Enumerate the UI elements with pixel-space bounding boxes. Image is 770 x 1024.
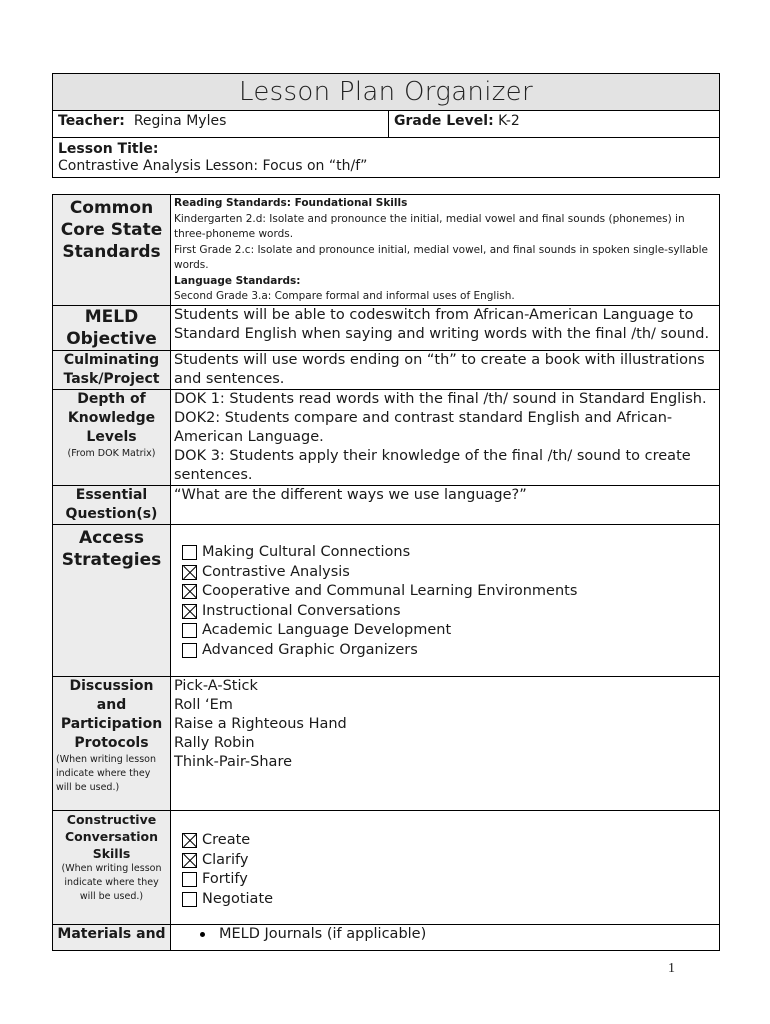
access-option-label: Making Cultural Connections (202, 544, 411, 560)
table-row (53, 195, 720, 306)
conversation-option-label: Create (202, 832, 251, 848)
materials-label: Materials and (53, 925, 171, 951)
meld-objective-label: MELD Objective (53, 306, 171, 351)
culminating-task-label: Culminating Task/Project (53, 351, 171, 390)
access-option (182, 582, 716, 602)
checkbox[interactable] (182, 604, 197, 619)
conversation-option-label: Clarify (202, 851, 249, 868)
list-item: Rally Robin (174, 735, 255, 751)
conversation-label: Constructive Conversation Skills (64, 812, 159, 861)
access-option-label: Instructional Conversations (202, 602, 401, 619)
dok-label-cell (53, 390, 171, 486)
table-row (53, 677, 720, 811)
table-row (53, 925, 720, 951)
discussion-note: (When writing lesson indicate where they will be used.) (56, 754, 156, 793)
table-row (53, 811, 720, 925)
access-option (182, 641, 716, 661)
meld-objective-text: Students will be able to codeswitch from African-American Language to Standard English when saying and writing words with the final /th/ sound. (171, 306, 720, 351)
list-item: Pick-A-Stick (174, 678, 258, 694)
page-number: 1 (668, 961, 675, 976)
dok-label: Depth of Knowledge Levels (67, 391, 156, 445)
conversation-note: (When writing lesson indicate where they will be used.) (61, 863, 162, 902)
access-option (182, 602, 716, 622)
bullet-icon (200, 932, 205, 937)
conversation-option (182, 890, 716, 910)
checkbox[interactable] (182, 833, 197, 848)
dok-note: (From DOK Matrix) (67, 448, 156, 459)
list-item: MELD Journals (if applicable) (219, 926, 427, 942)
conversation-content (171, 811, 720, 925)
dok-content (171, 390, 720, 486)
checkbox[interactable] (182, 853, 197, 868)
access-option (182, 563, 716, 583)
discussion-label-cell (53, 677, 171, 811)
checkbox[interactable] (182, 545, 197, 560)
teacher-value: Regina Myles (133, 113, 227, 129)
essential-question-text: “What are the different ways we use language?” (171, 486, 720, 525)
conversation-option (182, 870, 716, 890)
conversation-option (182, 851, 716, 871)
access-option (182, 543, 716, 563)
access-option-label: Cooperative and Communal Learning Environments (202, 583, 578, 599)
checkbox[interactable] (182, 643, 197, 658)
lesson-title-label: Lesson Title: (58, 141, 159, 157)
standards-label: Common Core State Standards (53, 195, 171, 306)
lesson-title-value: Contrastive Analysis Lesson: Focus on “th/f” (58, 158, 368, 174)
checkbox[interactable] (182, 565, 197, 580)
access-option-label: Academic Language Development (202, 622, 452, 638)
second-grade-standard: Second Grade 3.a: Compare formal and informal uses of English. (174, 290, 515, 302)
list-item: DOK2: Students compare and contrast standard English and African-American Language. (174, 410, 673, 445)
teacher-label: Teacher: (58, 113, 125, 129)
access-strategies-label: Access Strategies (53, 525, 171, 677)
discussion-content (171, 677, 720, 811)
kindergarten-standard: Kindergarten 2.d: Isolate and pronounce the initial, medial vowel and final sounds (phonemes) in three-phoneme words. (174, 212, 685, 240)
conversation-label-cell (53, 811, 171, 925)
table-row (53, 525, 720, 677)
teacher-cell (53, 111, 389, 138)
grade-label: Grade Level: (394, 113, 494, 129)
access-option-label: Contrastive Analysis (202, 563, 350, 580)
page-title: Lesson Plan Organizer (53, 74, 720, 111)
grade-value: K-2 (498, 113, 520, 129)
table-row (53, 486, 720, 525)
checkbox[interactable] (182, 872, 197, 887)
standards-content (171, 195, 720, 306)
header-table (52, 73, 720, 178)
table-row (53, 306, 720, 351)
materials-content (171, 925, 720, 951)
list-item: Roll ‘Em (174, 697, 233, 713)
discussion-label: Discussion and Participation Protocols (60, 678, 163, 751)
list-item: Raise a Righteous Hand (174, 716, 347, 732)
conversation-option (182, 831, 716, 851)
access-option-label: Advanced Graphic Organizers (202, 641, 418, 658)
lesson-plan-table (52, 194, 720, 951)
checkbox[interactable] (182, 623, 197, 638)
conversation-option-label: Fortify (202, 871, 248, 887)
list-item: DOK 3: Students apply their knowledge of the final /th/ sound to create sentences. (174, 448, 691, 483)
language-standards-heading: Language Standards: (174, 274, 301, 287)
culminating-task-text: Students will use words ending on “th” to create a book with illustrations and sentences. (171, 351, 720, 390)
access-strategies-content (171, 525, 720, 677)
checkbox[interactable] (182, 892, 197, 907)
conversation-option-label: Negotiate (202, 890, 274, 907)
table-row (53, 351, 720, 390)
grade-cell (389, 111, 720, 138)
reading-standards-heading: Reading Standards: Foundational Skills (174, 197, 408, 209)
checkbox[interactable] (182, 584, 197, 599)
access-option (182, 621, 716, 641)
list-item: DOK 1: Students read words with the final /th/ sound in Standard English. (174, 391, 707, 407)
table-row (53, 390, 720, 486)
first-grade-standard: First Grade 2.c: Isolate and pronounce initial, medial vowel, and final sounds in spoken single-syllable words. (174, 243, 708, 271)
list-item: Think-Pair-Share (174, 754, 293, 770)
essential-question-label: Essential Question(s) (53, 486, 171, 525)
lesson-title-cell (53, 138, 720, 178)
